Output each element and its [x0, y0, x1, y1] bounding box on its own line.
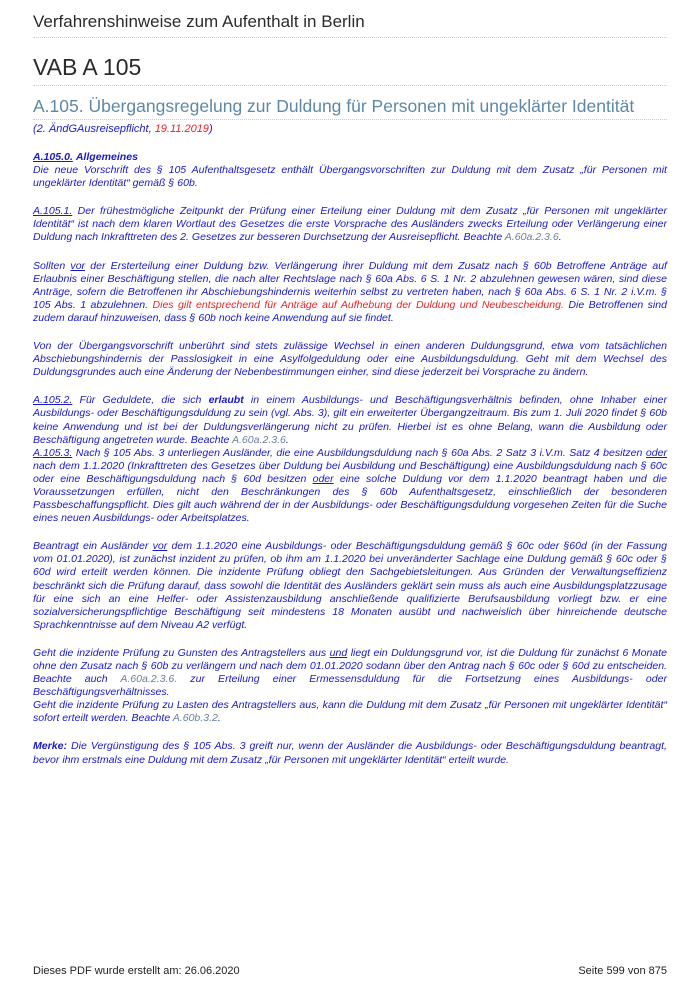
paragraph-incidental-review: Beantragt ein Ausländer vor dem 1.1.2020 eine Ausbildungs- oder Beschäftigungsduldung gemäß § 60c oder §60d (in der Fassung vom 01.01.2020), ist zunächst inzident zu prüfen, ob ihm am 1.1.2020 bei unveränderter Sachlage eine Duldung gemäß § 60c oder § 60d wird erteilt werden können. Die inzidente Prüfung obliegt den Sachgebietsleitungen. Aus Gründen der Verwaltungseffizienz beschränkt sich die Prüfung darauf, dass sowohl die Identität des Ausländers geklärt sein muss als auch eine Ausbildungsplatzzusage für eine sich an eine Helfer- oder Assistenzausbildung anschließende qualifizierte Berufsausbildung vorliegt bzw. er eine sozialversicherungspflichtige Beschäftigung seit mindestens 18 Monaten ausübt und nachweislich über hinreichende deutsche Sprachkenntnisse auf dem Niveau A2 verfügt.	[33, 540, 668, 631]
source-law: 2. ÄndGAusreisepflicht,	[36, 123, 155, 135]
paragraph-a105-2: A.105.2. Für Geduldete, die sich erlaubt in einem Ausbildungs- und Beschäftigungsverhältnis befinden, ohne Inhaber einer Ausbildungs- oder Beschäftigungsduldung zu sein (vgl. Abs. 3), gilt ein erweiterter Übergangzeitraum. Bis zum 1. Juli 2020 findet § 60b keine Anwendung und ist bei der Duldungsverlängerung nicht zu prüfen. Hierbei ist es ohne Belang, wann die Ausbildung oder Beschäftigung angetreten wurde. Beachte A.60a.2.3.6.	[33, 394, 668, 446]
page-body	[33, 0, 667, 782]
doc-title: VAB A 105	[33, 38, 667, 86]
source-note: (2. ÄndGAusreisepflicht, 19.11.2019)	[33, 123, 213, 135]
paragraph-a105-1: A.105.1. Der frühestmögliche Zeitpunkt der Prüfung einer Erteilung einer Duldung mit dem Zusatz „für Personen mit ungeklärter Identität“ ist nach dem klaren Wortlaut des Gesetzes die erste Vorsprache des Ausländers zwecks Erteilung oder Verlängerung einer Duldung nach Inkrafttreten des 2. Gesetzes zur besseren Durchsetzung der Ausreisepflicht. Beachte A.60a.2.3.6.	[33, 205, 667, 244]
source-date: 19.11.2019	[154, 123, 209, 135]
paragraph-a105-3: A.105.3. Nach § 105 Abs. 3 unterliegen Ausländer, die eine Ausbildungsduldung nach § 60a Abs. 2 Satz 3 i.V.m. Satz 4 besitzen oder nach dem 1.1.2020 (Inkrafttreten des Gesetzes über Duldung bei Ausbildung und Beschäftigung) eine Ausbildungsduldung nach § 60c oder eine Beschäftigungsduldung nach § 60d besitzen oder eine solche Duldung vor dem 1.1.2020 beantragt haben und die Voraussetzungen erfüllen, nicht den Beschränkungen des § 60b Aufenthaltsgesetz, einschließlich der besonderen Passbeschaffungspflicht. Dies gilt auch während der in der Ausbildungs- oder Beschäftigungsduldung vorgesehen Zeiten für die Suche eines neuen Ausbildungs- oder Arbeitsplatzes.	[33, 446, 667, 525]
cross-reference-link[interactable]: A.60a.2.3.6	[231, 433, 286, 446]
paragraph-note: Merke: Die Vergünstigung des § 105 Abs. 3 greift nur, wenn der Ausländer die Ausbildungs- oder Beschäftigungsduldung beantragt, bevor ihm erstmals eine Duldung mit dem Zusatz „für Personen mit ungeklärter Identität“ erteilt wurde.	[33, 740, 667, 766]
footer-created-date: Dieses PDF wurde erstellt am: 26.06.2020	[33, 965, 240, 977]
cross-reference-link[interactable]: A.60b.3.2	[172, 712, 218, 725]
paragraph-ground-change: Von der Übergangsvorschrift unberührt sind stets zulässige Wechsel in einen anderen Duldungsgrund, etwa vom tatsächlichen Abschiebungshindernis der Passlosigkeit in eine Asylfolgeduldung oder eine Ausbildungsduldung. Geht mit dem Wechsel des Duldungsgrundes auch eine Änderung der Nebenbestimmungen einher, sind diese jederzeit bei Vorsprache zu ändern.	[33, 340, 667, 379]
content	[33, 151, 667, 767]
note-label: Merke:	[33, 740, 67, 753]
section-title: A.105. Übergangsregelung zur Duldung für Personen mit ungeklärter Identität	[33, 86, 667, 120]
cross-reference-link[interactable]: A.60a.2.3.6.	[120, 673, 178, 686]
section-number: A.105.0.	[33, 151, 73, 163]
section-number: A.105.2.	[33, 394, 73, 407]
section-heading: Allgemeines	[75, 151, 138, 163]
paragraph-a105-0-heading	[33, 151, 667, 164]
section-number: A.105.3.	[33, 446, 73, 459]
section-number: A.105.1.	[33, 205, 73, 218]
paragraph-a105-0: Die neue Vorschrift des § 105 Aufenthaltsgesetz enthält Übergangsvorschriften zur Duldung mit dem Zusatz „für Personen mit ungeklärter Identität“ gemäß § 60b.	[33, 164, 667, 190]
cross-reference-link[interactable]: A.60a.2.3.6	[504, 231, 559, 244]
paragraph-review-negative: Geht die inzidente Prüfung zu Lasten des Antragstellers aus, kann die Duldung mit dem Zusatz „für Personen mit ungeklärter Identität“ sofort erteilt werden. Beachte A.60b.3.2.	[33, 699, 667, 725]
amendment-note: Dies gilt entsprechend für Anträge auf Aufhebung der Duldung und Neubescheidung.	[152, 298, 564, 311]
footer-page-number: Seite 599 von 875	[578, 965, 667, 977]
site-title: Verfahrenshinweise zum Aufenthalt in Berlin	[33, 0, 667, 38]
paragraph-prior-applications: Sollten vor der Ersterteilung einer Duldung bzw. Verlängerung ihrer Duldung mit dem Zusatz nach § 60b Betroffene Anträge auf Erlaubnis einer Beschäftigung stellen, die nach alter Rechtslage nach § 60a Abs. 6 S. 1 Nr. 2 abzulehnen gewesen wären, sind diese Anträge, sofern die Betroffenen ihr Abschiebungshindernis weiterhin selbst zu vertreten haben, nach § 60a Abs. 6 S. 1 Nr. 2 i.V.m. § 105 Abs. 1 abzulehnen. Dies gilt entsprechend für Anträge auf Aufhebung der Duldung und Neubescheidung. Die Betroffenen sind zudem darauf hinzuweisen, dass § 60b noch keine Anwendung auf sie findet.	[33, 259, 667, 324]
paragraph-review-positive: Geht die inzidente Prüfung zu Gunsten des Antragstellers aus und liegt ein Duldungsgrund vor, ist die Duldung für zunächst 6 Monate ohne den Zusatz nach § 60b zu verlängern und nach dem 01.01.2020 sodann über den Antrag nach § 60c oder § 60d zu entscheiden. Beachte auch A.60a.2.3.6. zur Erteilung einer Ermessensduldung für die Fortsetzung eines Ausbildungs- oder Beschäftigungsverhältnisses.	[33, 646, 667, 699]
